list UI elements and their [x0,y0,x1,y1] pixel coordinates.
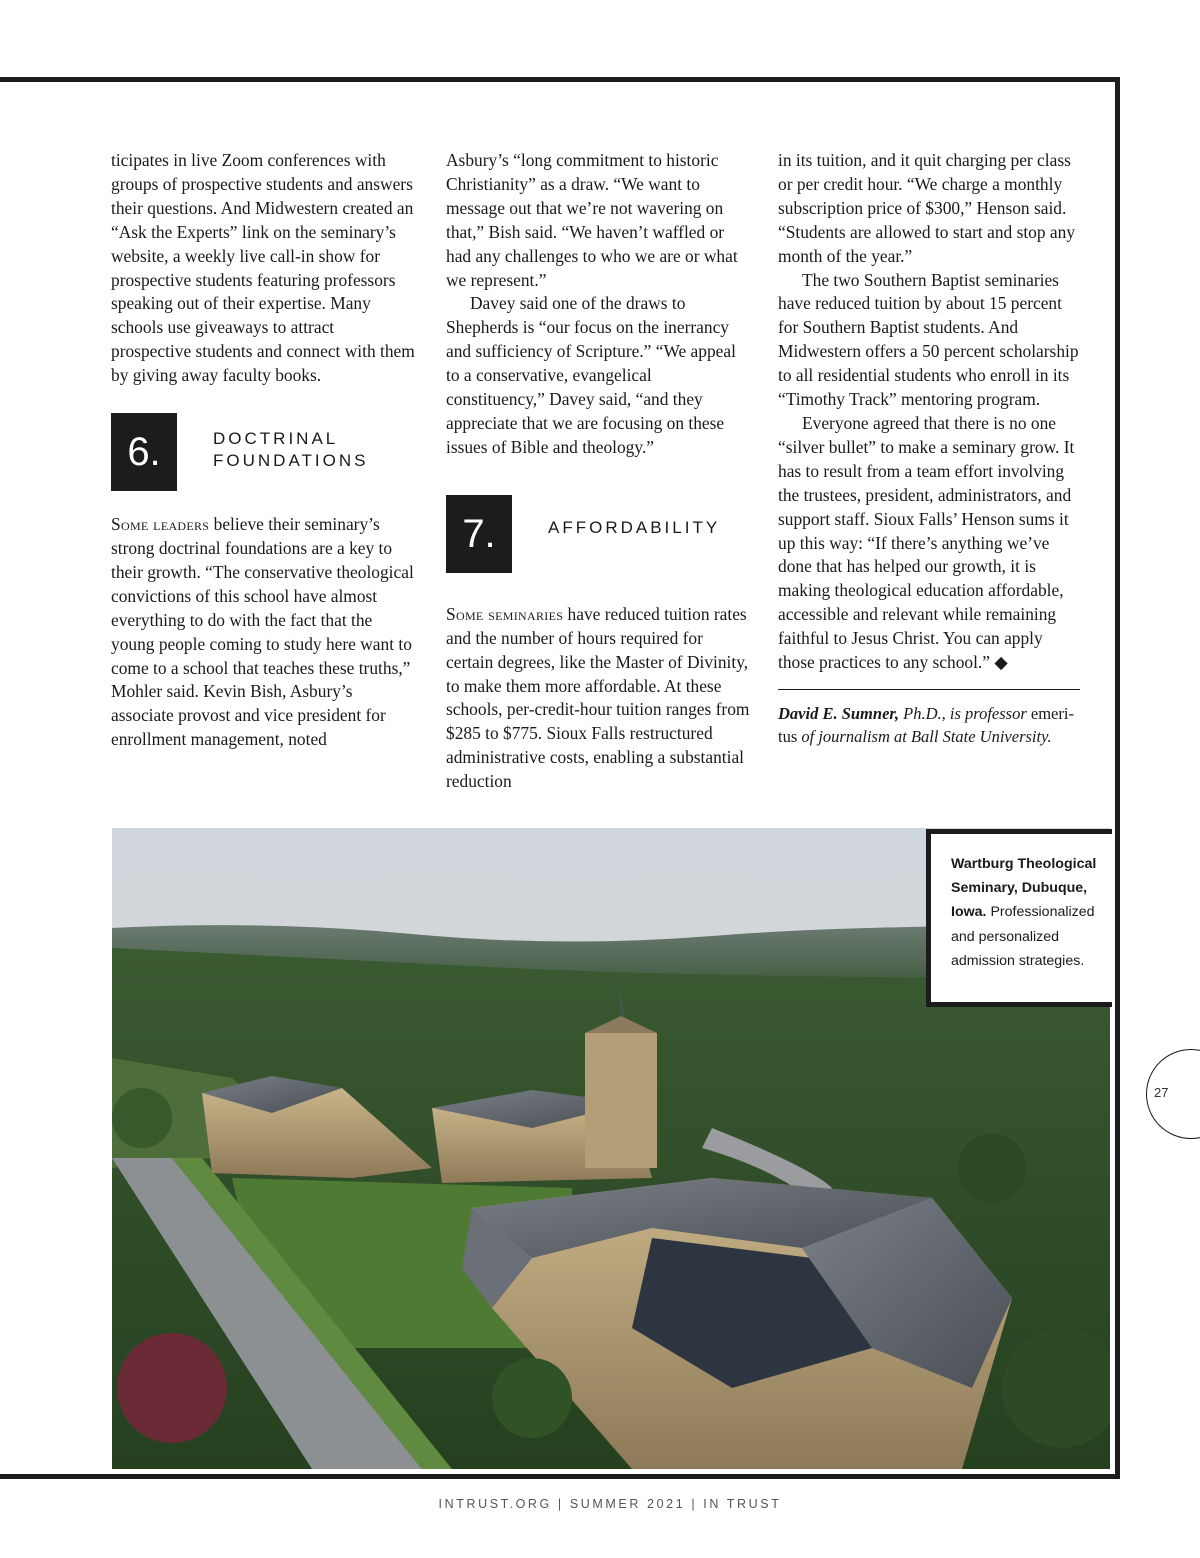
caption-text: Professionalized and personalized admission strategies. [951,904,1095,969]
paragraph: Everyone agreed that there is no one “silver bullet” to make a seminary grow. It has to result from a team effort involving the trustees, president, administrators, and support staff. Sioux Falls’ Henson sums it up this way: “If there’s anything we’ve done that has helped our growth, it is making theological education affordable, accessible and relevant while remaining faithful to Jesus Christ. You can apply those practices to any school.” ◆ [778,412,1075,673]
article-column-2 [446,149,750,794]
section-number-box: 7. [446,495,512,573]
paragraph: Asbury’s “long commitment to historic Christianity” as a draw. “We want to message out that we’re not wavering on that,” Bish said. “We haven’t waffled or had any challenges to who we are or what we represent.” [446,150,738,290]
page-number: 27 [1154,1085,1169,1100]
byline-divider [778,689,1080,690]
caption-title: Wartburg Theological Seminary, Dubuque, Iowa. [951,856,1097,921]
lead-in: Some seminaries [446,603,564,624]
section-title: AFFORDABILITY [548,517,721,537]
article-column-3 [778,149,1082,748]
article-column-1 [111,149,415,752]
end-mark-icon: ◆ [994,652,1008,673]
paragraph: ticipates in live Zoom conferences with groups of prospective students and answers their questions. And Midwestern created an “Ask the Experts” link on the seminary’s website, a weekly live call-in show for prospective students featuring professors speaking out of their expertise. Many schools use giveaways to attract prospective students and connect with them by giving away faculty books. [111,150,415,386]
paragraph: Some seminaries have reduced tuition rates and the number of hours required for certain degrees, like the Master of Divinity, to make them more affordable. At these schools, per-credit-hour tuition ranges from $285 to $775. Sioux Falls restructured administrative costs, enabling a substantial reduction [446,603,750,792]
section-heading-6 [111,413,415,491]
section-heading-7 [446,495,750,573]
lead-in: Some leaders [111,514,210,535]
author-name: David E. Sumner, [778,703,900,723]
photo-caption [926,829,1112,1007]
page-footer: INTRUST.ORG | SUMMER 2021 | IN TRUST [438,1497,782,1511]
paragraph: Some leaders believe their seminary’s strong doctrinal foundations are a key to their growth. “The conservative theological convictions of this school have almost everything to do with the fact that the young people coming to study here want to come to a school that teaches these truths,” Mohler said. Kevin Bish, Asbury’s associate provost and vice president for enrollment management, noted [111,514,414,750]
paragraph: Davey said one of the draws to Shepherds is “our focus on the inerrancy and sufficiency of Scripture.” “We appeal to a conservative, evangelical constituency,” Davey said, “and they appreciate that we are focusing on these issues of Bible and theology.” [446,293,736,457]
section-number-box: 6. [111,413,177,491]
section-title: DOCTRINAL FOUNDATIONS [213,429,369,471]
author-bio: David E. Sumner, Ph.D., is professor emeritus of journalism at Ball State University. [778,703,1074,746]
paragraph: The two Southern Baptist seminaries have reduced tuition by about 15 percent for Southern Baptist students. And Midwestern offers a 50 percent scholarship to all residential students who enroll in its “Timothy Track” mentoring program. [778,269,1079,410]
paragraph: in its tuition, and it quit charging per class or per credit hour. “We charge a monthly subscription price of $300,” Henson said. “Students are allowed to start and stop any month of the year.” [778,150,1076,266]
